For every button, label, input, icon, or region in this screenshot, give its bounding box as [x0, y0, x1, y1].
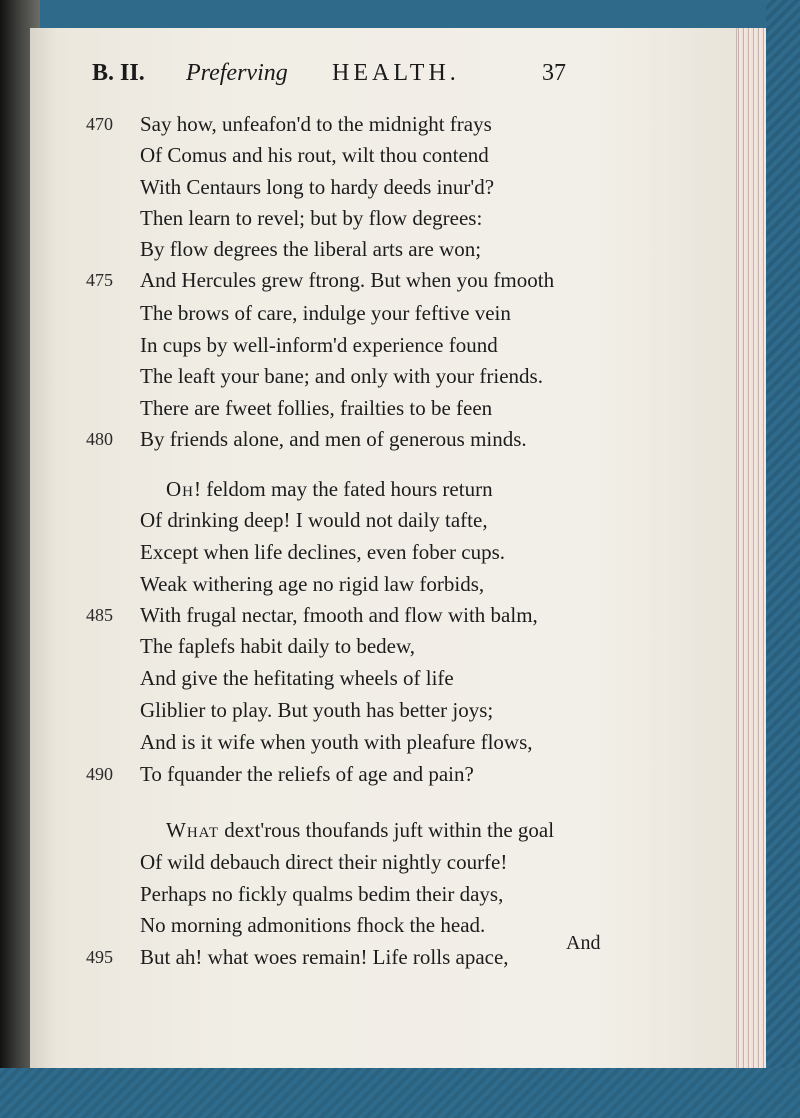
poem-line: To fquander the reliefs of age and pain?	[140, 762, 474, 786]
poem-line: In cups by well-inform'd experience found	[140, 333, 498, 357]
poem-line	[166, 477, 493, 501]
poem-line: But ah! what woes remain! Life rolls apace,	[140, 945, 509, 969]
poem-line: With frugal nectar, fmooth and flow with balm,	[140, 603, 538, 627]
line-number: 480	[86, 429, 113, 449]
poem-line: Weak withering age no rigid law forbids,	[140, 572, 485, 596]
line-text: ! feldom may the fated hours return	[194, 477, 493, 501]
poem-line: Gliblier to play. But youth has better joys;	[140, 698, 494, 722]
poem-line: And Hercules grew ftrong. But when you fmooth	[140, 268, 555, 292]
poem-line: Except when life declines, even fober cups.	[140, 540, 506, 564]
page-number: 37	[542, 60, 566, 86]
page-title: HEALTH.	[332, 60, 460, 86]
poem-line: The leaft your bane; and only with your friends.	[140, 364, 543, 388]
line-number: 490	[86, 764, 113, 784]
initial-word: What	[166, 818, 219, 842]
poem-line: Say how, unfeafon'd to the midnight frays	[140, 112, 492, 136]
poem-line: The brows of care, indulge your feftive vein	[140, 301, 511, 325]
section-title: Preferving	[186, 60, 288, 86]
poem-line: With Centaurs long to hardy deeds inur'd?	[140, 175, 495, 199]
poem-line: Perhaps no fickly qualms bedim their days,	[140, 882, 504, 906]
initial-word: Oh	[166, 477, 194, 501]
poem-line: By flow degrees the liberal arts are won;	[140, 237, 482, 261]
poem-line: The faplefs habit daily to bedew,	[140, 634, 416, 658]
line-number: 470	[86, 114, 113, 134]
poem-line: No morning admonitions fhock the head.	[140, 913, 486, 937]
poem-line: Of Comus and his rout, wilt thou contend	[140, 143, 489, 167]
poem-line: Of drinking deep! I would not daily tafte,	[140, 508, 488, 532]
line-number: 475	[86, 270, 113, 290]
poem-line	[166, 818, 554, 842]
poem-line: There are fweet follies, frailties to be feen	[140, 396, 493, 420]
poem-line: By friends alone, and men of generous minds.	[140, 427, 527, 451]
catchword: And	[566, 932, 601, 954]
poem-line: Of wild debauch direct their nightly courfe!	[140, 850, 508, 874]
line-text: dext'rous thoufands juft within the goal	[219, 818, 555, 842]
book-number: B. II.	[92, 60, 145, 86]
poem-line: Then learn to revel; but by flow degrees:	[140, 206, 483, 230]
poem-line: And give the hefitating wheels of life	[140, 666, 454, 690]
poem-line: And is it wife when youth with pleafure flows,	[140, 730, 533, 754]
line-number: 485	[86, 605, 113, 625]
line-number: 495	[86, 947, 113, 967]
